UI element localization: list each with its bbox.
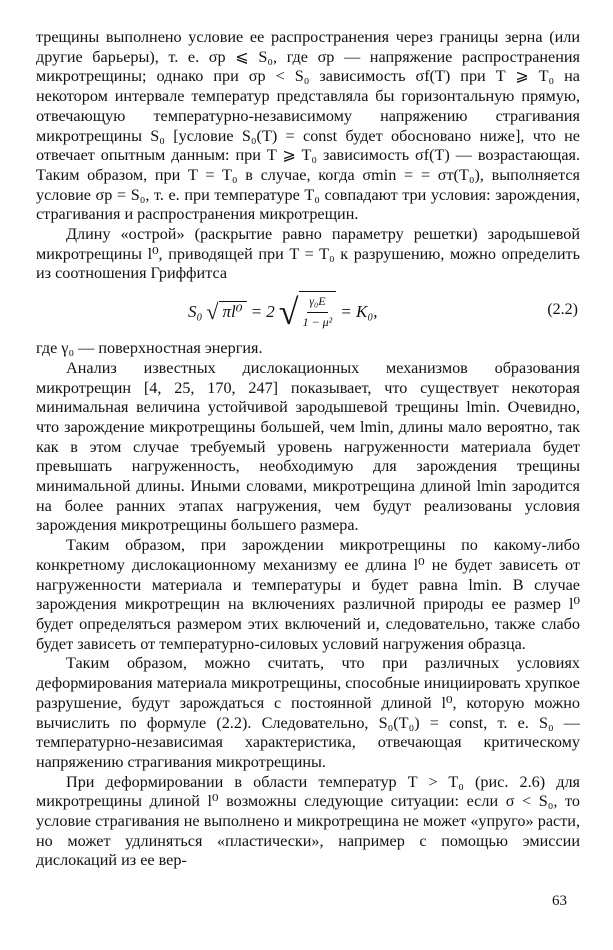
sqrt-radicand: πl⁰ xyxy=(219,301,247,322)
fraction-numerator: γ₀E xyxy=(307,292,327,313)
equation-body xyxy=(188,288,378,335)
griffith-equation xyxy=(36,288,580,335)
eq-coefficient: = 2 xyxy=(250,301,275,321)
eq-rhs: = K₀, xyxy=(340,301,378,321)
fraction-denominator: 1 − μ² xyxy=(302,314,333,329)
radical-sign: √ xyxy=(206,298,219,324)
equation-number: (2.2) xyxy=(547,301,578,319)
fraction xyxy=(299,291,337,332)
radical-sign-large: √ xyxy=(278,291,299,332)
paragraph-1: трещины выполнено условие ее распространения через границы зерна (или другие барьеры), т. е. σр ⩽ S₀, где σр — напряжение распространения микротрещины; однако при σр < S₀ зависимость σf(T) при T ⩾ T₀ на некотором интервале температур представляла бы горизонтальную прямую, отвечающую температурно-независимому напряжению страгивания микротрещины S₀ [условие S₀(T) = const будет обосновано ниже], что не отвечает опытным данным: при T ⩾ T₀ зависимость σf(T) — возрастающая. Таким образом, при T = T₀ в случае, когда σmin = = σт(T₀), выполняется условие σр = S₀, т. е. при температуре T₀ совпадают три условия: зарождения, страгивания и распространения микротрещин. xyxy=(36,28,580,224)
paragraph-7: При деформировании в области температур T > T₀ (рис. 2.6) для микротрещины длиной l⁰ возможны следующие ситуации: если σ < S₀, то условие страгивания не выполнено и микротрещина не может «упруго» расти, но может удлиняться «пластически», например с помощью эмиссии дислокаций из ее вер- xyxy=(36,772,580,870)
sqrt-fraction-term xyxy=(279,291,336,332)
page-number: 63 xyxy=(552,893,567,909)
paragraph-5: Таким образом, при зарождении микротрещины по какому-либо конкретному дислокационному механизму ее длина l⁰ не будет зависеть от нагруженности материала и температуры и будет равна lmin. В случае зарождения микротрещин на включениях различной природы ее размер l⁰ будет определяться размером этих включений и, следовательно, также слабо будет зависеть от температурно-силовых условий нагружения образца. xyxy=(36,536,580,653)
sqrt-term xyxy=(206,298,246,324)
paragraph-3: где γ₀ — поверхностная энергия. xyxy=(36,339,263,358)
body-text xyxy=(36,28,580,871)
paragraph-6: Таким образом, можно считать, что при различных условиях деформирования материала микротрещины, способные инициировать хрупкое разрушение, будут зарождаться с постоянной длиной l⁰, которую можно вычислить по формуле (2.2). Следовательно, S₀(T₀) = const, т. е. S₀ — температурно-независимая характеристика, отвечающая критическому напряжению страгивания микротрещины. xyxy=(36,654,580,771)
eq-lhs: S₀ xyxy=(188,301,203,321)
paragraph-4: Анализ известных дислокационных механизмов образования микротрещин [4, 25, 170, 247] показывает, что существует некоторая минимальная величина устойчивой зародышевой трещины lmin. Очевидно, что зарождение микротрещины большей, чем lmin, длины мало вероятно, так как в этом случае требуемый уровень нагруженности материала будет превышать нагруженность, необходимую для зарождения трещины минимальной длины. Иными словами, микротрещина длиной lmin зародится на более ранних этапах нагружения, чем будут реализованы условия зарождения микротрещины большего размера. xyxy=(36,358,580,535)
paragraph-2: Длину «острой» (раскрытие равно параметру решетки) зародышевой микротрещины l⁰, приводящей при T = T₀ к разрушению, можно определить из соотношения Гриффитса xyxy=(36,225,580,283)
